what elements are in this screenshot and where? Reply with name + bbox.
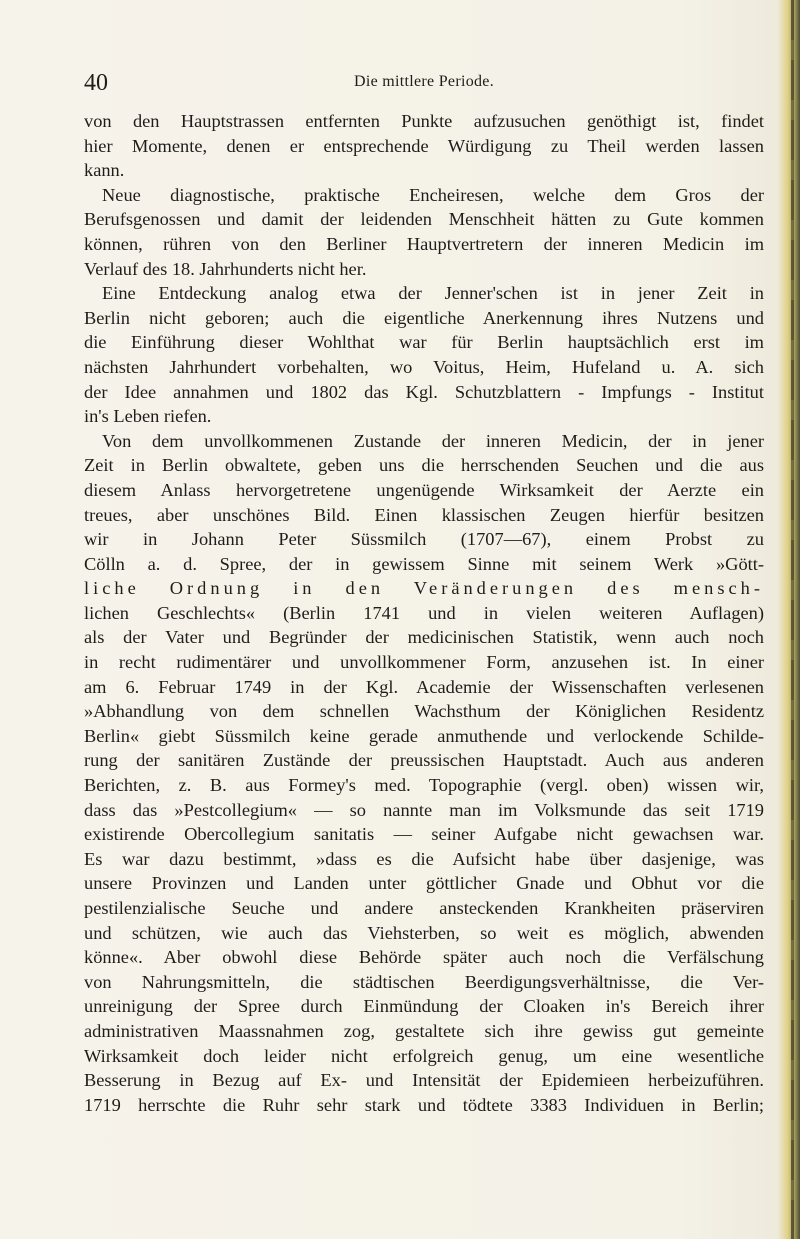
text-line: Besserung in Bezug auf Ex- und Intensität der Epidemieen herbeizuführen.: [84, 1070, 764, 1091]
text-line: in's Leben riefen.: [84, 406, 212, 427]
text-line: am 6. Februar 1749 in der Kgl. Academie der Wissenschaften verlesenen: [84, 676, 764, 697]
text-line: unreinigung der Spree durch Einmündung der Cloaken in's Bereich ihrer: [84, 996, 764, 1017]
text-line: treues, aber unschönes Bild. Einen klassischen Zeugen hierfür besitzen: [84, 504, 764, 525]
text-line: hier Momente, denen er entsprechende Würdigung zu Theil werden lassen: [84, 135, 764, 156]
text-line: der Idee annahmen und 1802 das Kgl. Schutzblattern - Impfungs - Institut: [84, 381, 764, 402]
text-line: Verlauf des 18. Jahrhunderts nicht her.: [84, 258, 367, 279]
text-line: können, rühren von den Berliner Hauptvertretern der inneren Medicin im: [84, 233, 764, 254]
text-line: 1719 herrschte die Ruhr sehr stark und tödtete 3383 Individuen in Berlin;: [84, 1094, 764, 1115]
text-line: liche Ordnung in den Veränderungen des mensch-: [84, 578, 764, 599]
text-line: pestilenzialische Seuche und andere ansteckenden Krankheiten präserviren: [84, 898, 764, 918]
text-line: Neue diagnostische, praktische Encheiresen, welche dem Gros der: [102, 184, 764, 205]
body-text: [84, 109, 764, 1117]
text-line: von Nahrungsmitteln, die städtischen Beerdigungsverhältnisse, die Ver-: [84, 971, 764, 992]
text-line: administrativen Maassnahmen zog, gestaltete sich ihre gewiss gut gemeinte: [84, 1020, 764, 1041]
text-line: Zeit in Berlin obwaltete, geben uns die herrschenden Seuchen und die aus: [84, 455, 764, 476]
text-line: nächsten Jahrhundert vorbehalten, wo Voitus, Heim, Hufeland u. A. sich: [84, 356, 764, 377]
page-edge-strip: [778, 0, 800, 1239]
text-line: Wirksamkeit doch leider nicht erfolgreich genug, um eine wesentliche: [84, 1045, 764, 1066]
text-line: von den Hauptstrassen entfernten Punkte aufzusuchen genöthigt ist, findet: [84, 111, 764, 131]
text-line: dass das »Pestcollegium« — so nannte man im Volksmunde das seit 1719: [84, 799, 764, 820]
text-line: könne«. Aber obwohl diese Behörde später auch noch die Verfälschung: [84, 947, 764, 968]
text-line: rung der sanitären Zustände der preussischen Hauptstadt. Auch aus anderen: [84, 750, 764, 771]
text-line: Eine Entdeckung analog etwa der Jenner'schen ist in jener Zeit in: [102, 283, 764, 304]
page-edge-line: [791, 0, 794, 1239]
text-line: Berlin nicht geboren; auch die eigentliche Anerkennung ihres Nutzens und: [84, 307, 764, 328]
text-line: kann.: [84, 160, 125, 181]
text-line: wir in Johann Peter Süssmilch (1707—67), einem Probst zu: [84, 529, 764, 550]
text-line: in recht rudimentärer und unvollkommener Form, anzusehen ist. In einer: [84, 652, 764, 673]
running-head: Die mittlere Periode.: [353, 73, 495, 90]
text-line: Von dem unvollkommenen Zustande der inneren Medicin, der in jener: [102, 430, 764, 451]
text-line: Es war dazu bestimmt, »dass es die Aufsicht habe über dasjenige, was: [84, 848, 764, 869]
text-line: und schützen, wie auch das Viehsterben, so weit es möglich, abwenden: [84, 922, 764, 943]
text-line: existirende Obercollegium sanitatis — seiner Aufgabe nicht gewachsen war.: [84, 824, 764, 845]
text-line: Berlin« giebt Süssmilch keine gerade anmuthende und verlockende Schilde-: [84, 725, 764, 746]
text-line: »Abhandlung von dem schnellen Wachsthum der Königlichen Residentz: [84, 701, 764, 722]
text-line: die Einführung dieser Wohlthat war für Berlin hauptsächlich erst im: [84, 332, 764, 353]
text-line: diesem Anlass hervorgetretene ungenügende Wirksamkeit der Aerzte ein: [84, 479, 764, 500]
text-line: unsere Provinzen und Landen unter göttlicher Gnade und Obhut vor die: [84, 873, 764, 894]
page-header: [84, 70, 764, 98]
text-line: Berufsgenossen und damit der leidenden Menschheit hätten zu Gute kommen: [84, 209, 764, 230]
text-line: lichen Geschlechts« (Berlin 1741 und in vielen weiteren Auflagen): [84, 602, 764, 623]
text-line: Cölln a. d. Spree, der in gewissem Sinne mit seinem Werk »Gött-: [84, 553, 764, 574]
page-number: 40: [84, 70, 108, 96]
text-line: Berichten, z. B. aus Formey's med. Topographie (vergl. oben) wissen wir,: [84, 775, 764, 796]
text-line: als der Vater und Begründer der medicinischen Statistik, wenn auch noch: [84, 627, 764, 648]
